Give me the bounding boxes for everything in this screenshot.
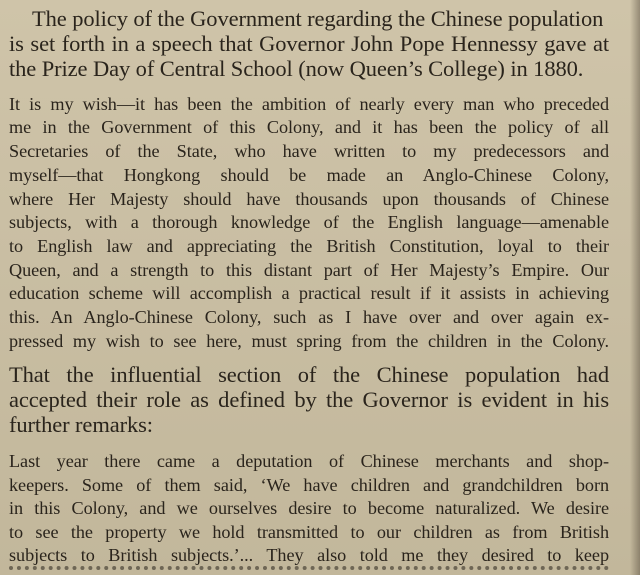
intro-line-2: is set forth in a speech that Governor John Pope Hennessy gave at (9, 31, 609, 56)
quote2-line-1: Last year there came a deputation of Chinese merchants and shop- (9, 451, 609, 471)
quote1-line-9: education scheme will accomplish a practical result if it assists in achieving (9, 283, 609, 303)
quote1-line-2: me in the Government of this Colony, and it has been the policy of all (9, 117, 609, 137)
quote1-line-7: to English law and appreciating the British Constitution, loyal to their (9, 236, 609, 256)
middle-line-2: accepted their role as defined by the Governor is evident in his (9, 387, 609, 412)
quote1-line-4: myself—that Hongkong should be made an Anglo-Chinese Colony, (9, 165, 609, 185)
quote1-line-5: where Her Majesty should have thousands upon thousands of Chinese (9, 189, 609, 209)
quote1-line-3: Secretaries of the State, who have written to my predecessors and (9, 141, 609, 161)
quote1-line-8: Queen, and a strength to this distant part of Her Majesty’s Empire. Our (9, 260, 609, 280)
quote1-line-1: It is my wish—it has been the ambition of nearly every man who preceded (9, 94, 609, 114)
quote2-line-4: to see the property we hold transmitted to our children as from British (9, 522, 609, 542)
quote2-line-3: in this Colony, and we ourselves desire to become naturalized. We desire (9, 498, 609, 518)
quote1-line-11: pressed my wish to see here, must spring from the children in the Colony. (9, 331, 609, 351)
quote1-line-10: this. An Anglo-Chinese Colony, such as I have over and over again ex- (9, 307, 609, 327)
quote2-line-5: subjects to British subjects.’... They also told me they desired to keep (9, 545, 609, 565)
middle-line-3: further remarks: (9, 412, 153, 437)
intro-line-1: The policy of the Government regarding the Chinese population (32, 6, 604, 31)
intro-line-3: the Prize Day of Central School (now Queen’s College) in 1880. (9, 56, 584, 81)
quote1-line-6: subjects, with a thorough knowledge of the English language—amenable (9, 212, 609, 232)
middle-line-1: That the influential section of the Chinese population had (9, 362, 609, 387)
quote2-line-2: keepers. Some of them said, ‘We have children and grandchildren born (9, 475, 609, 495)
cropped-text-top (150, 0, 290, 4)
cropped-text-bottom (9, 566, 609, 575)
